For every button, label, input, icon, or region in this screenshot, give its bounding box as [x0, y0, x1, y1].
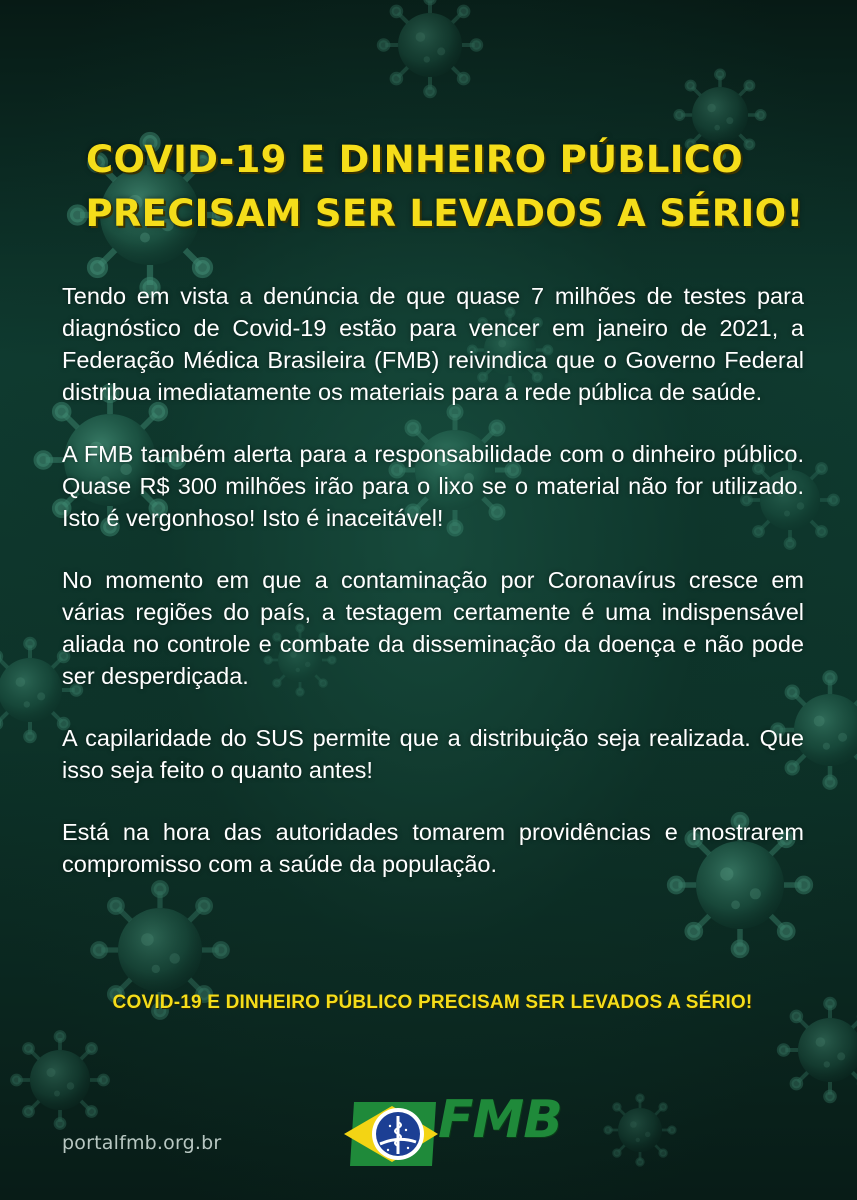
headline-line-1: COVID-19 E DINHEIRO PÚBLICO	[86, 138, 743, 181]
paragraph-1: Tendo em vista a denúncia de que quase 7 milhões de testes para diagnóstico de Covid-19 estão para vencer em janeiro de 2021, a Federação Médica Brasileira (FMB) reivindica que o Governo Federal distribua imediatamente os materiais para a rede pública de saúde.	[62, 283, 804, 405]
closing-slogan: COVID-19 E DINHEIRO PÚBLICO PRECISAM SER LEVADOS A SÉRIO!	[112, 992, 753, 1013]
statement-body	[62, 280, 804, 910]
headline-line-2: PRECISAM SER LEVADOS A SÉRIO!	[85, 192, 804, 235]
website-url: portalfmb.org.br	[62, 1132, 222, 1154]
fmb-logo-text: FMB	[438, 1090, 562, 1150]
paragraph-5: Está na hora das autoridades tomarem providências e mostrarem compromisso com a saúde da população.	[62, 819, 804, 877]
paragraph-4: A capilaridade do SUS permite que a distribuição seja realizada. Que isso seja feito o quanto antes!	[62, 725, 804, 783]
paragraph-2: A FMB também alerta para a responsabilidade com o dinheiro público. Quase R$ 300 milhões irão para o lixo se o material não for utilizado. Isto é vergonhoso! Isto é inaceitável!	[62, 441, 804, 531]
paragraph-3: No momento em que a contaminação por Coronavírus cresce em várias regiões do país, a testagem certamente é uma indispensável aliada no controle e combate da disseminação da doença e não pode ser desperdiçada.	[62, 567, 804, 689]
